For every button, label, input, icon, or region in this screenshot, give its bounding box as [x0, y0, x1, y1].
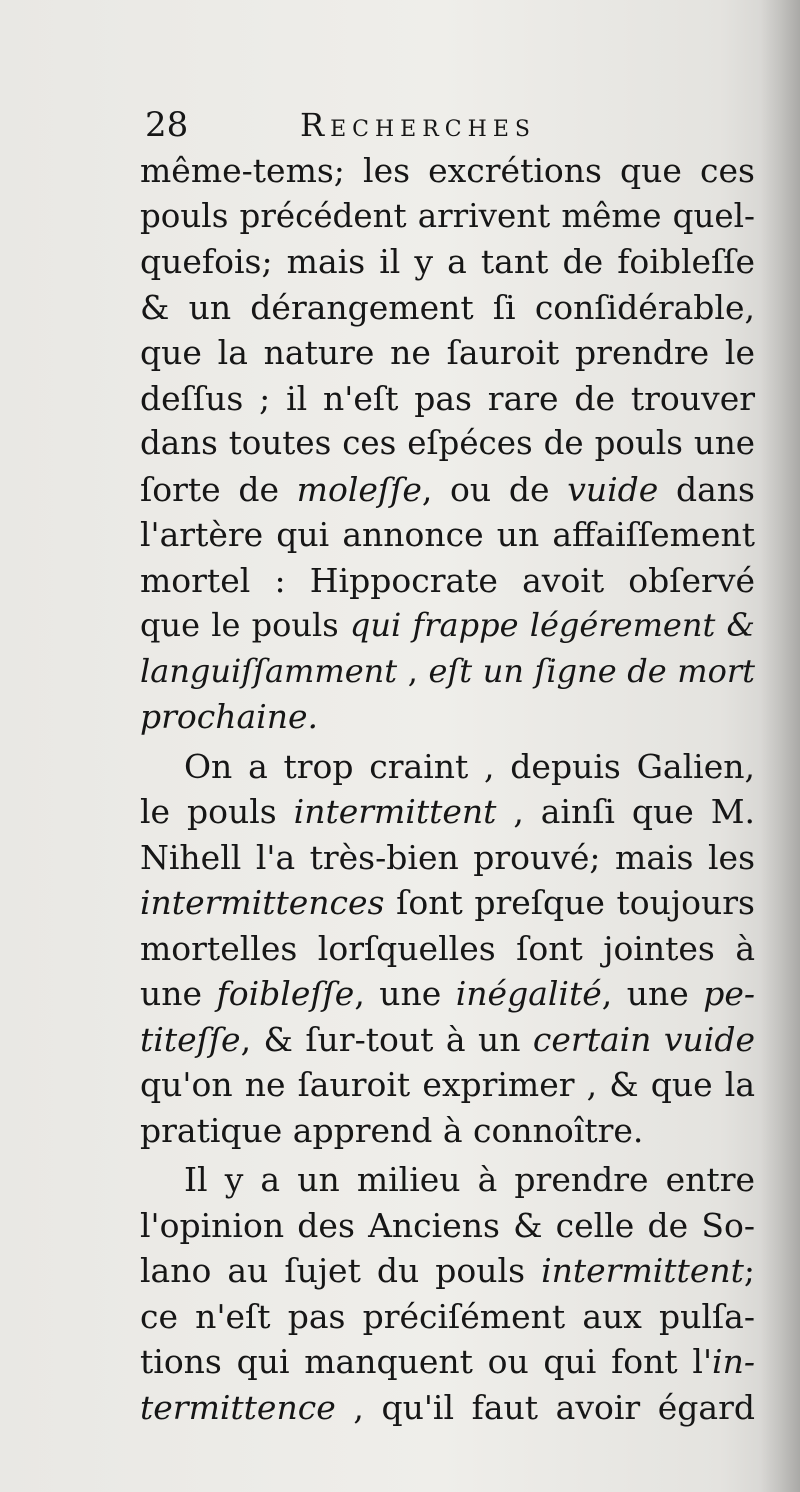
page-header [145, 100, 765, 150]
text-line: que le pouls qui frappe légérement & [140, 606, 756, 644]
page-number: 28 [145, 105, 189, 145]
text-line: ſorte de moleſſe, ou de vuide dans [140, 469, 755, 509]
text-line: deſſus ; il n'eſt pas rare de trouver [140, 378, 755, 418]
text-line: ce n'eſt pas préciſément aux pulſa- [140, 1296, 755, 1336]
text-line: Nihell l'a très-bien prouvé; mais les [140, 837, 755, 877]
text-line: pouls précédent arrivent même quel- [140, 196, 755, 235]
text-line: titeſſe, & ſur-tout à un certain vuide [140, 1019, 755, 1059]
body-text [140, 148, 755, 1430]
page-gutter-shadow [760, 0, 800, 1492]
text-line: le pouls intermittent , ainſi que M. [140, 792, 755, 831]
text-line: tions qui manquent ou qui font l'in- [140, 1342, 755, 1381]
text-line: l'opinion des Anciens & celle de So- [140, 1205, 755, 1245]
text-line: termittence , qu'il faut avoir égard [140, 1387, 755, 1427]
text-line: dans toutes ces eſpéces de pouls une [140, 424, 755, 462]
text-line: prochaine. [140, 697, 319, 736]
text-line: même-tems; les excrétions que ces [140, 151, 755, 190]
text-line: mortelles lorſquelles ſont jointes à [140, 928, 755, 968]
text-line: lano au ſujet du pouls intermittent; [140, 1251, 755, 1290]
text-line: qu'on ne ſauroit exprimer , & que la [140, 1065, 755, 1104]
text-line: quefois; mais il y a tant de foibleſſe [140, 242, 755, 281]
text-line: On a trop craint , depuis Galien, [184, 746, 755, 786]
text-line: que la nature ne ſauroit prendre le [140, 333, 755, 372]
text-line: pratique apprend à connoître. [140, 1110, 644, 1150]
text-line: & un dérangement ſi conſidérable, [140, 287, 755, 327]
text-line: languiſſamment , eſt un ſigne de mort [140, 651, 755, 690]
running-head: Recherches [300, 106, 536, 144]
text-line: l'artère qui annonce un affaiſſement [140, 515, 755, 554]
text-line: mortel : Hippocrate avoit obſervé [140, 560, 755, 600]
text-line: intermittences ſont preſque toujours [140, 883, 755, 922]
text-line: Il y a un milieu à prendre entre [184, 1160, 755, 1199]
text-line: une foibleſſe, une inégalité, une pe- [140, 974, 756, 1013]
